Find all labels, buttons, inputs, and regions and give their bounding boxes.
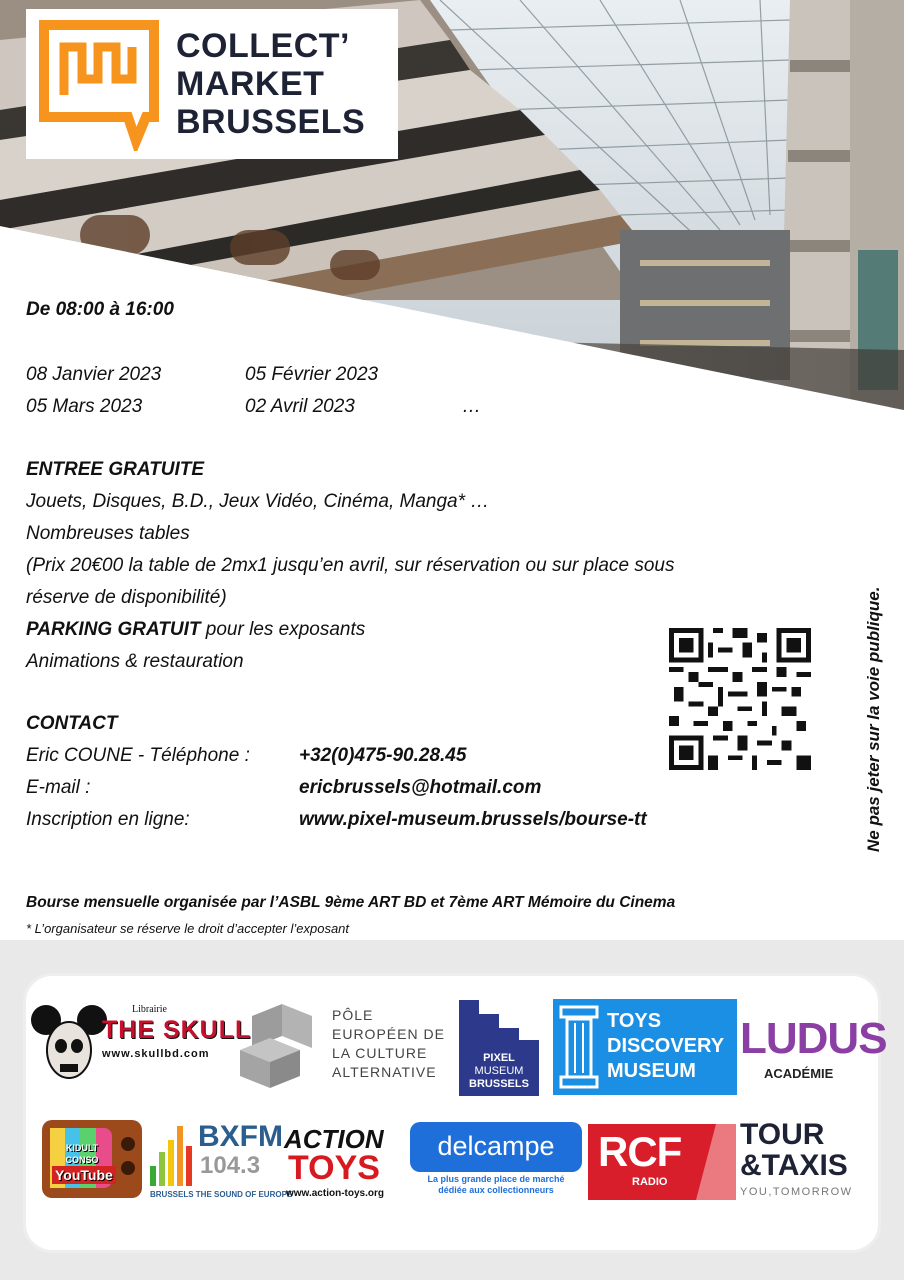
date-item: 08 Janvier 2023: [26, 364, 162, 385]
sponsor-tour-taxis[interactable]: [740, 1120, 874, 1202]
rcf-sub: RADIO: [632, 1176, 668, 1188]
action-word-2: TOYS: [288, 1149, 380, 1187]
sponsor-delcampe[interactable]: [410, 1122, 582, 1202]
skull-name: THE SKULL: [102, 1016, 252, 1044]
pixel-steps-icon: [459, 1000, 539, 1052]
skull-url: www.skullbd.com: [102, 1048, 210, 1060]
logo: [26, 9, 398, 159]
web-link[interactable]: www.pixel-museum.brussels/bourse-tt: [299, 809, 647, 830]
parking-bold: PARKING GRATUIT: [26, 619, 201, 640]
organiser-line: Bourse mensuelle organisée par l’ASBL 9ème ART BD et 7ème ART Mémoire du Cinema: [26, 894, 676, 911]
sponsor-the-skull[interactable]: [30, 1000, 252, 1086]
vertical-note: Ne pas jeter sur la voie publique.: [864, 586, 883, 852]
logo-wordmark: [176, 27, 365, 141]
date-more: …: [462, 396, 481, 417]
organiser-note: * L’organisateur se réserve le droit d’accepter l’exposant: [26, 921, 350, 936]
sponsor-bxfm[interactable]: [150, 1120, 293, 1202]
ludus-sub: ACADÉMIE: [764, 1066, 834, 1081]
sponsor-toys-discovery[interactable]: [553, 999, 737, 1095]
equalizer-icon: [150, 1122, 194, 1186]
ludus-wordmark: [740, 1014, 887, 1064]
price-line-2: réserve de disponibilité): [26, 587, 227, 608]
market-logo-icon: [36, 17, 162, 151]
qr-code[interactable]: [669, 628, 811, 770]
logo-line-3: BRUSSELS: [176, 103, 366, 141]
date-item: 02 Avril 2023: [245, 396, 355, 417]
blocks-icon: [240, 1004, 324, 1088]
skull-icon: [30, 1000, 108, 1084]
date-item: 05 Février 2023: [245, 364, 379, 385]
toys-text: TOYS DISCOVERY MUSEUM: [607, 1010, 725, 1082]
sponsor-kidult-conso[interactable]: [42, 1120, 142, 1200]
parking-line: [26, 619, 365, 641]
price-line-1: (Prix 20€00 la table de 2mx1 jusqu’en avril, sur réservation ou sur place sous: [26, 555, 675, 576]
phone-number[interactable]: +32(0)475-90.28.45: [299, 745, 467, 766]
tables-line: Nombreuses tables: [26, 523, 190, 544]
opening-hours: De 08:00 à 16:00: [26, 299, 174, 320]
parking-rest: pour les exposants: [200, 619, 366, 640]
sponsors-panel: [26, 976, 887, 1250]
free-entry-heading: ENTREE GRATUITE: [26, 459, 205, 480]
column-icon: [559, 1005, 599, 1089]
contact-heading: CONTACT: [26, 713, 118, 734]
logo-line-1: COLLECT’: [176, 27, 350, 65]
delcampe-name: delcampe: [437, 1131, 555, 1161]
skull-small: Librairie: [132, 1004, 167, 1015]
tt-line-2: &TAXIS: [740, 1149, 848, 1182]
tt-sub: YOU,TOMORROW: [740, 1186, 853, 1198]
items-line: Jouets, Disques, B.D., Jeux Vidéo, Cinéma, Manga* …: [26, 491, 490, 512]
animations-line: Animations & restauration: [26, 651, 244, 672]
sponsor-action-toys[interactable]: [284, 1126, 400, 1202]
sponsor-rcf[interactable]: [588, 1124, 736, 1200]
delcampe-sub: La plus grande place de marché dédiée aux collectionneurs: [427, 1174, 565, 1195]
sponsor-ludus[interactable]: [740, 1014, 887, 1088]
logo-line-2: MARKET: [176, 65, 325, 103]
email-label: E-mail :: [26, 777, 91, 798]
web-label: Inscription en ligne:: [26, 809, 190, 830]
email-link[interactable]: ericbrussels@hotmail.com: [299, 777, 542, 798]
pole-text: PÔLE EUROPÉEN DE LA CULTURE ALTERNATIVE: [332, 1007, 445, 1080]
bxfm-name: BXFM: [198, 1120, 283, 1153]
rcf-name: RCF: [598, 1128, 682, 1175]
pixel-text: PIXEL MUSEUM BRUSSELS: [459, 1052, 539, 1096]
sponsor-pole-europeen[interactable]: [240, 1004, 450, 1094]
bxfm-freq: 104.3: [200, 1152, 261, 1179]
rcf-stripe-icon: [696, 1124, 736, 1200]
tt-line-1: TOUR: [740, 1118, 825, 1151]
ludus-letters: LUDUS: [740, 1014, 887, 1063]
kidult-text: KIDULT CONSO YouTube: [52, 1142, 112, 1184]
bxfm-sub: BRUSSELS THE SOUND OF EUROPE: [150, 1190, 293, 1199]
phone-label: Eric COUNE - Téléphone :: [26, 745, 250, 766]
date-item: 05 Mars 2023: [26, 396, 143, 417]
action-word-1: ACTION: [284, 1124, 384, 1154]
action-url: www.action-toys.org: [286, 1188, 384, 1199]
sponsor-pixel-museum[interactable]: [459, 1000, 539, 1096]
